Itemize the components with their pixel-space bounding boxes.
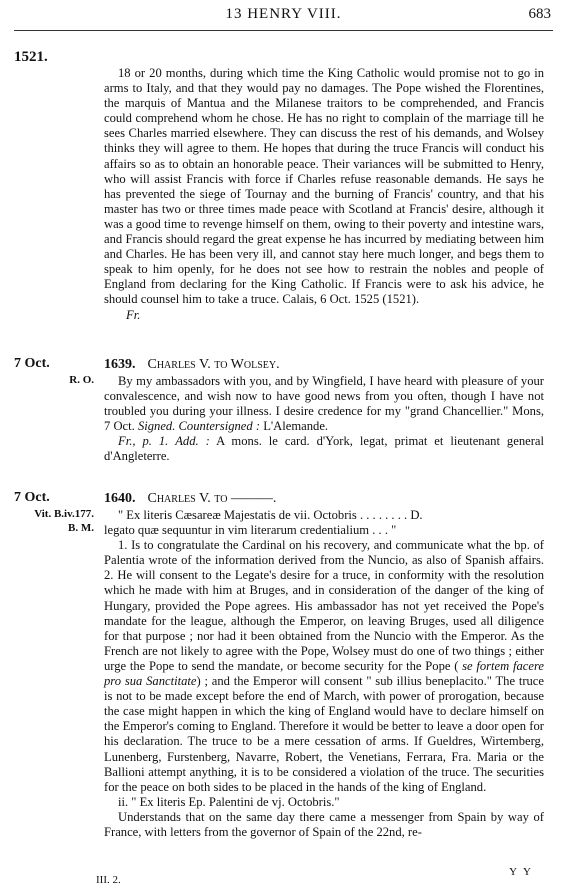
continued-paragraph: 18 or 20 months, during which time the King Catholic would promise not to go in arms to Italy, and that they would pay no damages. The Pope wished the Florentines, the marquis of Mantua and the Milanese traitors to be comprehended, and Francis could comprehend whom he chose. He has no right to complain of the marriage till he sees Charles married elsewhere. They can discuss the rest of his demands, and Wolsey thinks they will agree to them. He hopes that during the truce Francis will conduct his affairs so as to obtain an honorable peace. Their variances will be submitted to Henry, who will assist Francis with force if Charles refuse reasonable demands. He says he has prevented the siege of Tournay and the burning of Francis' country, and that his master has two or three times made peace with Scotland at Francis' desire, although it was a good time to revenge himself on them, owing to their poverty and intestine wars, and Francis should regard the great expense he has incurred by mediating between him and Charles. He has been very ill, and cannot stay here much longer, and begs them to speak to him openly, for he does not see how to restrain the nobles and people of England from declaring for the King Catholic. If Francis were to ask his advice, he should counsel him to take a truce. Calais, 6 Oct. 1525 (1521). — [104, 66, 544, 307]
quote-line-2: legato quæ sequuntur in vim literarum credentialium . . . " — [104, 523, 397, 538]
entry-1639-number: 1639. — [104, 357, 136, 372]
entry-1639-date: 7 Oct. — [14, 356, 50, 371]
entry-1639-text: By my ambassadors with you, and by Wingfield, I have heard with pleasure of your convalescence, and wish now to have good news from you often, though I have not troubled you during your illness. I desire credence for my "grand Chancellier." Mons, 7 Oct. — [104, 374, 544, 434]
page-number: 683 — [528, 6, 551, 22]
entry-1640-heading — [104, 489, 276, 507]
entry-1639-ref: R. O. — [69, 374, 94, 386]
entry-1640-date: 7 Oct. — [14, 490, 50, 505]
paragraph-2: ii. " Ex literis Ep. Palentini de vj. Octobris." — [118, 794, 340, 809]
paragraph-3: Understands that on the same day there came a messenger from Spain by way of France, with letters from the governor of Spain of the 22nd, re- — [104, 809, 544, 839]
quote-line-1: " Ex literis Cæsareæ Majestatis de vii. Octobris . . . . . . . . D. — [118, 508, 423, 522]
signature-mark-left: III. 2. — [96, 874, 121, 886]
entry-1640-ref-2: B. M. — [68, 522, 94, 534]
year-label: 1521. — [14, 49, 48, 65]
entry-1639-body — [104, 374, 544, 465]
header-rule — [14, 30, 553, 31]
footnote-text: A mons. le card. d'York, legat, primat et lieutenant general d'Angleterre. — [104, 434, 544, 464]
entry-1639-title: Charles V. to Wolsey. — [147, 357, 280, 372]
countersigned-label: Countersigned : — [178, 419, 261, 434]
paragraph-1-before: 1. Is to congratulate the Cardinal on his recovery, and communicate what the bp. of Palentia wrote of the information derived from the Nuncio, as also of Spanish affairs. 2. He will consent to the Legate's desire for a truce, in conformity with the resolution which he made with him at Bruges, and in consideration of the danger of the king of Hungary, provided the Pope agrees. His ambassador has not yet received the Pope's mandate for the league, although the Emperor, on leaving Bruges, used all diligence for that purpose ; nor had it been obtained from the Nuncio with the Emperor. As the French are not likely to agree with the Pope, Wolsey must do one of two things ; either urge the Pope to send the mandate, or become security for the Pope ( — [104, 538, 544, 673]
language-note: Fr. — [126, 307, 141, 322]
signature-mark-right: Y Y — [509, 866, 533, 878]
countersigned-name: L'Alemande. — [263, 419, 329, 434]
continued-entry — [104, 66, 544, 323]
entry-1640-number: 1640. — [104, 491, 136, 506]
entry-1640-ref-1: Vit. B.iv.177. — [34, 508, 94, 520]
footnote-prefix: Fr., p. 1. — [118, 434, 169, 449]
entry-1639-heading — [104, 355, 280, 373]
entry-1640-body — [104, 508, 544, 840]
entry-1640-title: Charles V. to ———. — [147, 491, 277, 506]
paragraph-1-italic: se fortem facere pro sua Sanctitate — [104, 658, 544, 689]
footnote-add-label: Add. : — [175, 434, 210, 449]
paragraph-1-after: ) ; and the Emperor will consent " sub illius beneplacito." The truce is not to be made except before the end of March, with power of prorogation, because the case might happen in which the king of England would have to declare himself on the Emperor's coming to England. Therefore it would be better to leave a door open for his declaration. The truce to be a mere cessation of arms. If Gueldres, Wirtemberg, Lunenberg, Furstenberg, Navarre, Robert, the Venetians, Ferrara, Fra. Maria or the Ballioni attempt anything, it is to be considered a violation of the truce. The securities for the peace on both sides to be placed in the hands of the king of England. — [104, 674, 544, 794]
running-head: 13 HENRY VIII. — [225, 6, 342, 22]
signed-label: Signed. — [137, 419, 176, 434]
